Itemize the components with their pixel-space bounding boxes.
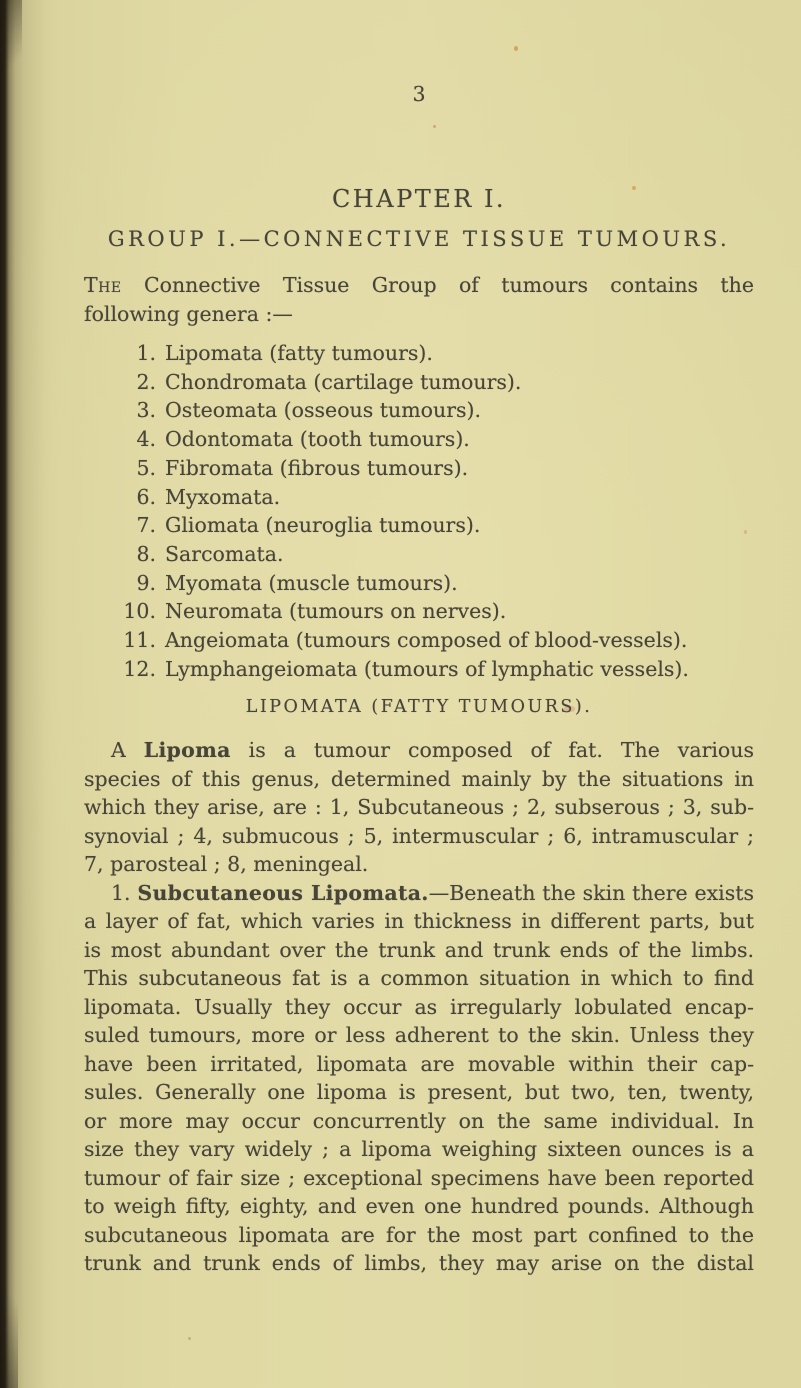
page-corner-shadow-bottom xyxy=(0,1268,18,1388)
intro-paragraph xyxy=(84,271,754,329)
genus-number: 8. xyxy=(136,541,156,566)
subcutaneous-paragraph-line: to weigh fifty, eighty, and even one hundred pounds. Although xyxy=(84,1194,754,1218)
genus-label: Fibromata (fibrous tumours). xyxy=(165,455,469,480)
foxing-speck xyxy=(433,125,436,128)
lipoma-paragraph-line: synovial ; 4, submucous ; 5, intermuscular ; 6, intramuscular ; xyxy=(84,823,754,848)
subcutaneous-paragraph-line: trunk and trunk ends of limbs, they may arise on the distal xyxy=(84,1251,754,1275)
bold-term-subcutaneous-lipomata: Subcutaneous Lipomata. xyxy=(137,880,429,905)
lipoma-paragraph-line: 7, parosteal ; 8, meningeal. xyxy=(84,852,369,876)
lipoma-paragraph-line: species of this genus, determined mainly by the situations in xyxy=(84,766,754,791)
genus-item xyxy=(84,597,754,626)
subcutaneous-paragraph-line: tumour of fair size ; exceptional specimens have been reported xyxy=(84,1165,754,1190)
genus-label: Sarcomata. xyxy=(165,541,284,566)
genus-number: 4. xyxy=(136,427,156,452)
genus-label: Myomata (muscle tumours). xyxy=(165,570,458,595)
genus-label: Lipomata (fatty tumours). xyxy=(165,341,433,365)
genus-number: 12. xyxy=(123,656,156,681)
genus-label: Chondromata (cartilage tumours). xyxy=(165,369,522,394)
genus-number: 5. xyxy=(136,455,156,480)
intro-line-2: following genera :— xyxy=(84,302,293,326)
genus-label: Angeiomata (tumours composed of blood-vessels). xyxy=(165,628,688,653)
text-run: 1. xyxy=(111,880,138,905)
subcutaneous-paragraph-line: subcutaneous lipomata are for the most part confined to the xyxy=(84,1222,754,1247)
subcutaneous-paragraph-line: sules. Generally one lipoma is present, but two, ten, twenty, xyxy=(84,1080,754,1104)
page-number: 3 xyxy=(412,82,426,106)
genus-label: Lymphangeiomata (tumours of lymphatic vessels). xyxy=(165,656,689,681)
subcutaneous-paragraph-line: This subcutaneous fat is a common situation in which to find xyxy=(84,966,754,990)
subcutaneous-paragraph-line: lipomata. Usually they occur as irregularly lobulated encap- xyxy=(84,994,754,1019)
intro-line-1 xyxy=(84,271,754,300)
subcutaneous-paragraph-line: a layer of fat, which varies in thickness in different parts, but xyxy=(84,909,754,933)
subcutaneous-paragraph-line: is most abundant over the trunk and trunk ends of the limbs. xyxy=(84,937,754,962)
lead-word: The xyxy=(84,273,122,297)
section-title: LIPOMATA (FATTY TUMOURS). xyxy=(245,697,593,717)
genus-item xyxy=(84,425,754,454)
genus-item xyxy=(84,540,754,569)
subcutaneous-paragraph-line xyxy=(84,879,754,908)
genus-label: Gliomata (neuroglia tumours). xyxy=(165,513,481,538)
genus-label: Neuromata (tumours on nerves). xyxy=(165,599,507,624)
genus-number: 11. xyxy=(123,628,156,653)
page-gutter-shadow xyxy=(0,0,46,1388)
genus-item xyxy=(84,454,754,483)
foxing-speck xyxy=(188,1337,191,1340)
genus-label: Odontomata (tooth tumours). xyxy=(165,427,470,452)
genus-item xyxy=(84,368,754,397)
body-text xyxy=(84,736,754,1278)
genus-number: 6. xyxy=(136,484,156,509)
genus-label: Osteomata (osseous tumours). xyxy=(165,398,482,423)
genus-number: 2. xyxy=(136,369,156,394)
subcutaneous-paragraph-line: have been irritated, lipomata are movable within their cap- xyxy=(84,1051,754,1076)
text-run: is a tumour composed of fat. The various xyxy=(230,738,754,762)
chapter-title: CHAPTER I. xyxy=(331,185,507,213)
genus-item xyxy=(84,483,754,512)
text-run: —Beneath the skin there exists xyxy=(428,880,754,905)
lipoma-paragraph-line xyxy=(84,736,754,765)
subcutaneous-paragraph-line: or more may occur concurrently on the same individual. In xyxy=(84,1108,754,1133)
bold-term-lipoma: Lipoma xyxy=(143,738,231,762)
genus-label: Myxomata. xyxy=(165,484,281,509)
genus-item xyxy=(84,396,754,425)
genus-item xyxy=(84,569,754,598)
subcutaneous-paragraph-line: suled tumours, more or less adherent to the skin. Unless they xyxy=(84,1023,754,1047)
genera-list xyxy=(84,339,754,683)
genus-item xyxy=(84,626,754,655)
genus-item xyxy=(84,339,754,368)
genus-item xyxy=(84,655,754,684)
genus-number: 10. xyxy=(123,599,156,624)
text-run: A xyxy=(111,738,144,762)
group-title: GROUP I.—CONNECTIVE TISSUE TUMOURS. xyxy=(107,227,731,251)
genus-number: 1. xyxy=(136,341,156,365)
genus-item xyxy=(84,511,754,540)
genus-number: 9. xyxy=(136,570,156,595)
page-corner-shadow-top xyxy=(0,0,22,90)
genus-number: 3. xyxy=(136,398,156,423)
subcutaneous-paragraph-line: size they vary widely ; a lipoma weighing sixteen ounces is a xyxy=(84,1137,754,1161)
foxing-speck xyxy=(514,46,518,51)
intro-line-1-rest: Connective Tissue Group of tumours contains the xyxy=(121,273,754,297)
genus-number: 7. xyxy=(136,513,156,538)
lipoma-paragraph-line: which they arise, are : 1, Subcutaneous ; 2, subserous ; 3, sub- xyxy=(84,795,754,819)
